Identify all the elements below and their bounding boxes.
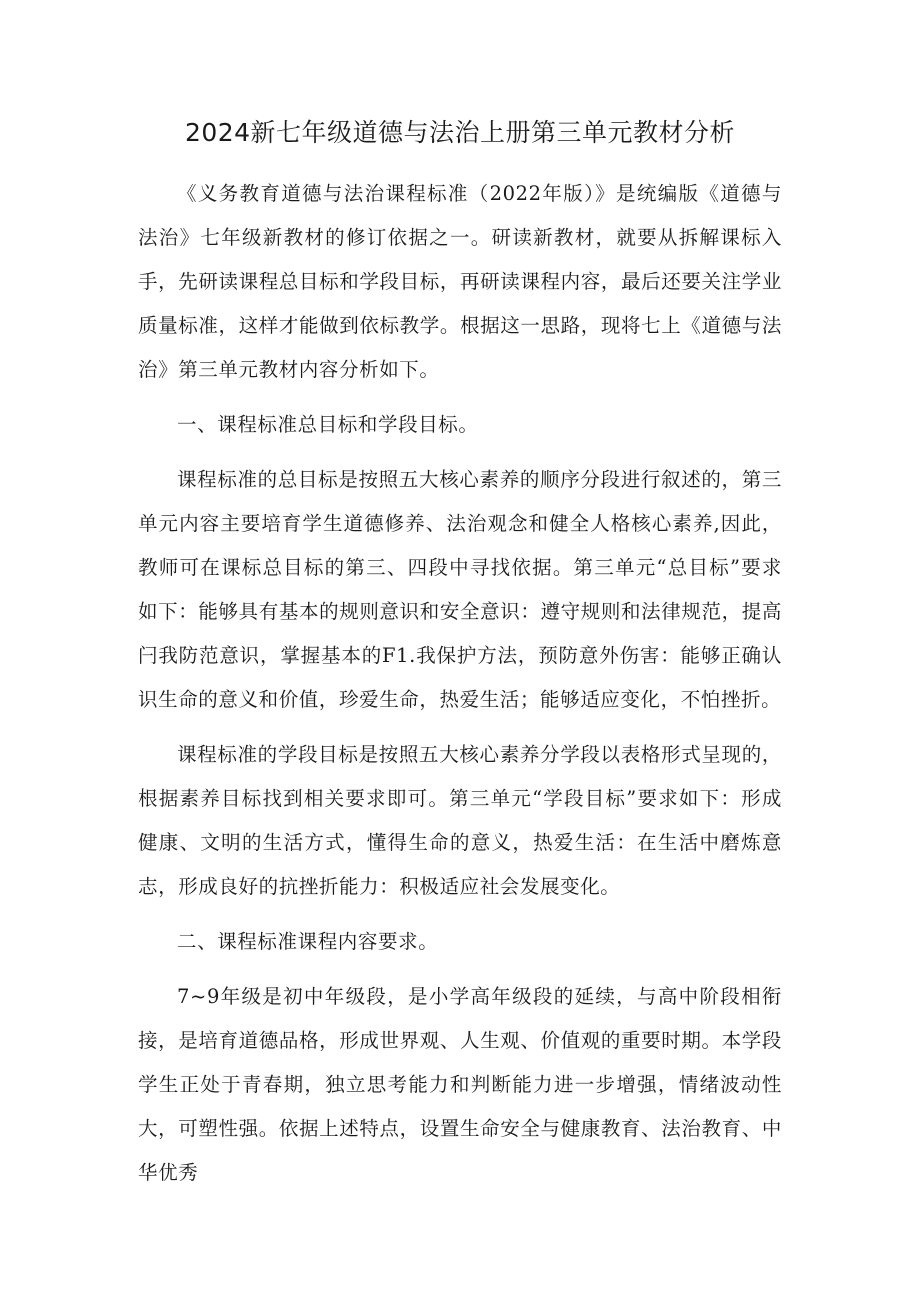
document-title: 2024新七年级道德与法治上册第三单元教材分析	[184, 118, 736, 147]
section-2-heading: 二、课程标准课程内容要求。	[177, 930, 439, 953]
intro-paragraph: 《义务教育道德与法治课程标准（2022年版）》是统编版《道德与法治》七年级新教材的修订依据之一。研读新教材，就要从拆解课标入手，先研读课程总目标和学段目标，再研读课程内容，最后还要关注学业质量标准，这样才能做到依标教学。根据这一思路，现将七上《道德与法治》第三单元教材内容分析如下。	[138, 182, 782, 381]
section-2-paragraph-1: 7~9年级是初中年级段，是小学高年级段的延续，与高中阶段相衔接，是培育道德品格，形成世界观、人生观、价值观的重要时期。本学段学生正处于青春期，独立思考能力和判断能力进一步增强，情绪波动性大，可塑性强。依据上述特点，设置生命安全与健康教育、法治教育、中华优秀	[138, 985, 782, 1184]
section-1-heading: 一、课程标准总目标和学段目标。	[177, 413, 479, 436]
section-1-paragraph-1: 课程标准的总目标是按照五大核心素养的顺序分段进行叙述的，第三单元内容主要培育学生道德修养、法治观念和健全人格核心素养,因此，教师可在课标总目标的第三、四段中寻找依据。第三单元“总目标”要求如下：能够具有基本的规则意识和安全意识：遵守规则和法律规范，提高闩我防范意识，掌握基本的F1.我保护方法，预防意外伤害：能够正确认识生命的意义和价值，珍爱生命，热爱生活；能够适应变化，不怕挫折。	[138, 468, 782, 711]
section-1-paragraph-2: 课程标准的学段目标是按照五大核心素养分学段以表格形式呈现的，根据素养目标找到相关要求即可。第三单元“学段目标”要求如下：形成健康、文明的生活方式，懂得生命的意义，热爱生活：在生活中磨炼意志，形成良好的抗挫折能力：积极适应社会发展变化。	[138, 743, 782, 898]
